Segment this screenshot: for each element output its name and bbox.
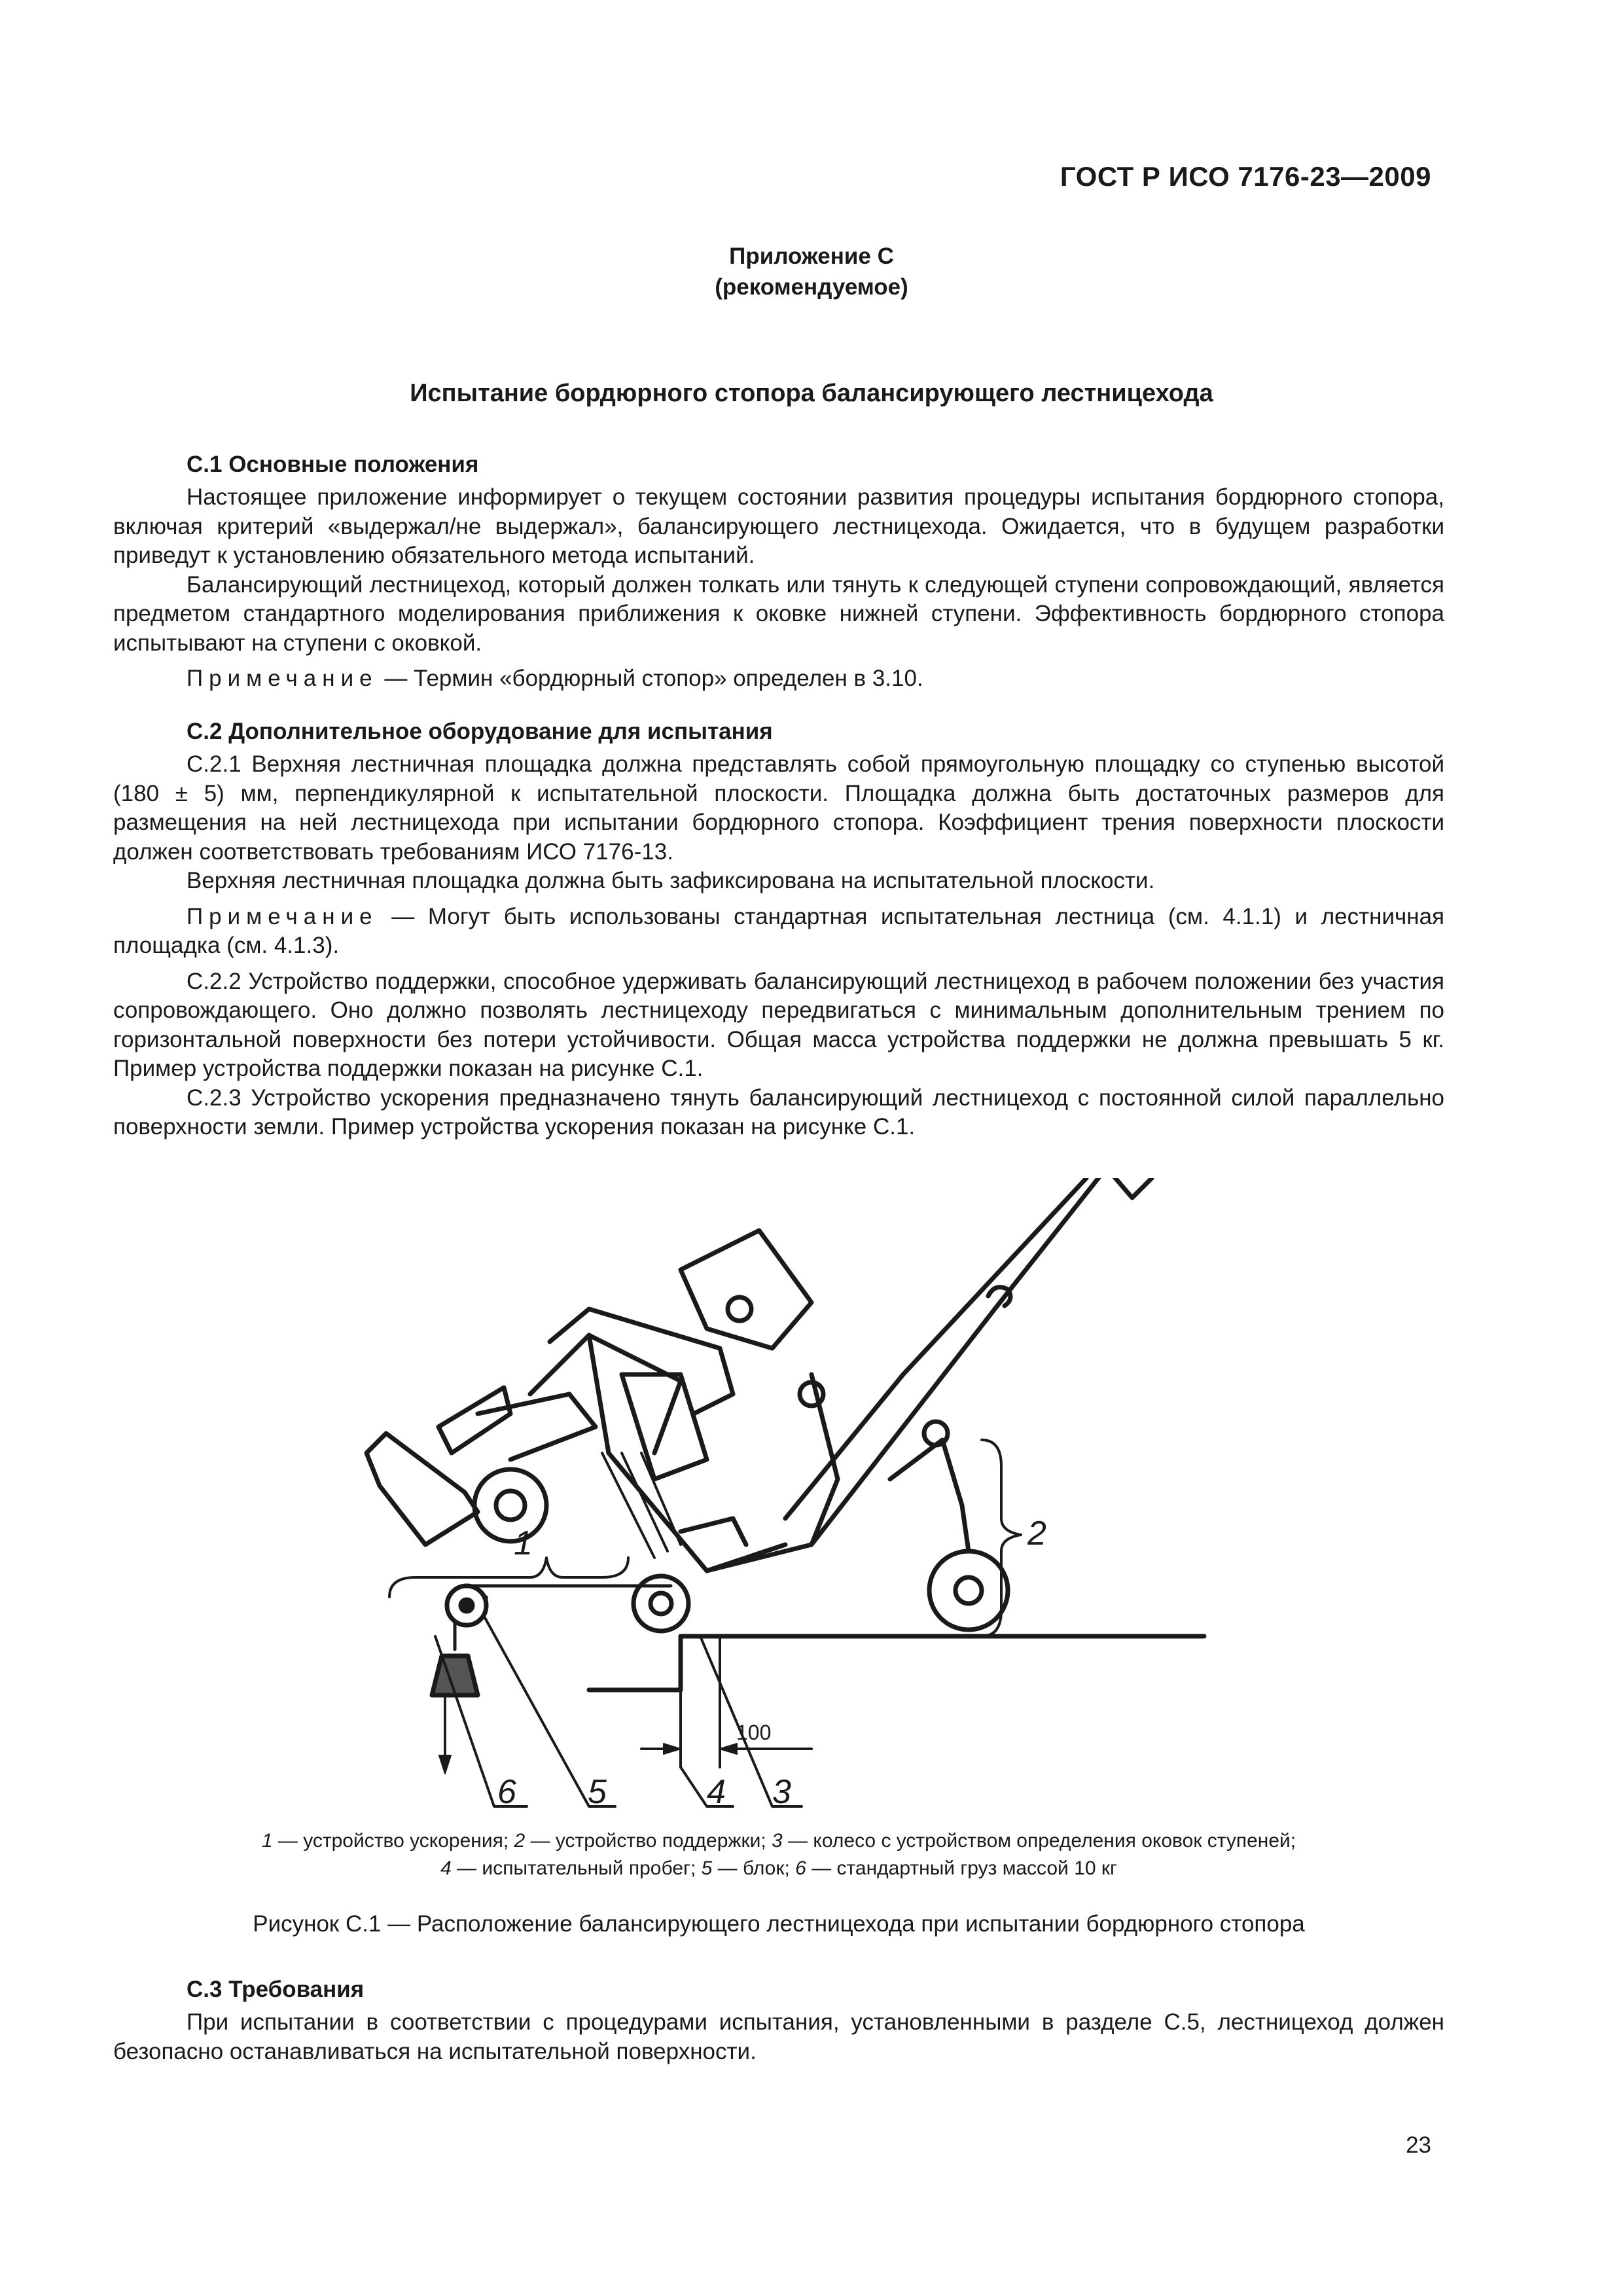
- paragraph: С.2.3 Устройство ускорения предназначено тянуть балансирующий лестницеход с постоянной силой параллельно поверхности земли. Пример устройства ускорения показан на рисунке С.1.: [113, 1085, 1444, 1139]
- legend-line: [113, 1855, 1444, 1882]
- section-c1: [113, 452, 1444, 694]
- legend-key: 5: [701, 1857, 713, 1879]
- note-label: Примечание: [187, 903, 378, 929]
- page-number: 23: [1406, 2132, 1431, 2158]
- section-c3: [113, 1977, 1444, 2066]
- figure-label-3: 3: [772, 1773, 791, 1811]
- figure-label-2: 2: [1027, 1515, 1046, 1552]
- figure-caption: Рисунок С.1 — Расположение балансирующего лестницехода при испытании бордюрного стопора: [253, 1911, 1305, 1937]
- brace-accelerator: [389, 1558, 628, 1597]
- annex-name: Приложение С: [729, 243, 894, 269]
- dimension-value: 100: [736, 1721, 772, 1744]
- legend-line: [113, 1827, 1444, 1855]
- figure-c1: [314, 1178, 1230, 1820]
- paragraph: Верхняя лестничная площадка должна быть зафиксирована на испытательной плоскости.: [187, 868, 1155, 893]
- note: [113, 664, 1444, 694]
- footrest: [366, 1433, 478, 1545]
- brace-support: [982, 1440, 1021, 1636]
- annex-title: Испытание бордюрного стопора балансирующего лестницехода: [410, 380, 1213, 407]
- section-c1-heading: С.1 Основные положения: [187, 452, 479, 477]
- legend-key: 3: [772, 1830, 783, 1852]
- note: [113, 903, 1444, 961]
- paragraph: С.2.2 Устройство поддержки, способное удерживать балансирующий лестницеход в рабочем положении без участия сопровождающего. Оно должно позволять лестницеходу передвигаться с минимальным дополнительным трением по горизонтальной поверхности без потери устойчивости. Общая масса устройства поддержки не должна превышать 5 кг. Пример устройства поддержки показан на рисунке С.1.: [113, 968, 1444, 1081]
- figure-legend: [113, 1827, 1444, 1882]
- figure-label-6: 6: [497, 1773, 516, 1811]
- paragraph: С.2.1 Верхняя лестничная площадка должна представлять собой прямоугольную площадку со ступенью высотой (180 ± 5) мм, перпендикулярной к испытательной плоскости. Площадка должна быть достаточных размеров для размещения на ней лестницехода при испытании бордюрного стопора. Коэффициент трения поверхности плоскости должен соответствовать требованиям ИСО 7176-13.: [113, 751, 1444, 865]
- note-label: Примечание: [187, 666, 378, 691]
- section-c2: [113, 719, 1444, 1142]
- dimension-arrows: [664, 1744, 737, 1754]
- legend-text: — испытательный пробег;: [451, 1857, 702, 1879]
- paragraph: При испытании в соответствии с процедурами испытания, установленными в разделе С.5, лестницеход должен безопасно останавливаться на испытательной поверхности.: [113, 2009, 1444, 2064]
- legend-text: — блок;: [712, 1857, 796, 1879]
- legend-text: — стандартный груз массой 10 кг: [806, 1857, 1117, 1879]
- legend-key: 1: [261, 1830, 273, 1852]
- pulley-axle: [461, 1600, 473, 1611]
- figure-label-1: 1: [514, 1524, 533, 1562]
- section-c2-heading: С.2 Дополнительное оборудование для испытания: [187, 719, 773, 744]
- stair-climber-drawing: [366, 1178, 1152, 1631]
- legend-text: — устройство ускорения;: [272, 1830, 514, 1852]
- legend-key: 4: [440, 1857, 452, 1879]
- note-text: — Термин «бордюрный стопор» определен в 3.10.: [384, 666, 923, 691]
- annex-heading: [0, 241, 1623, 302]
- figure-label-4: 4: [707, 1773, 726, 1811]
- legend-text: — устройство поддержки;: [525, 1830, 772, 1852]
- paragraph: Балансирующий лестницеход, который должен толкать или тянуть к следующей ступени сопровождающий, является предметом стандартного моделирования приближения к оковке нижней ступени. Эффективность бордюрного стопора испытывают на ступени с оковкой.: [113, 571, 1444, 656]
- step-profile: [589, 1636, 681, 1690]
- paragraph: Настоящее приложение информирует о текущем состоянии развития процедуры испытания бордюрного стопора, включая критерий «выдержал/не выдержал», балансирующего лестницехода. Ожидается, что в будущем разработки приведут к установлению обязательного метода испытаний.: [113, 484, 1444, 568]
- backrest: [681, 1230, 812, 1348]
- note-text: — Могут быть использованы стандартная испытательная лестница (см. 4.1.1) и лестничная площадка (см. 4.1.3).: [113, 903, 1444, 958]
- document-id: ГОСТ Р ИСО 7176-23—2009: [1060, 161, 1431, 192]
- annex-status: (рекомендуемое): [715, 274, 908, 300]
- figure-label-5: 5: [588, 1773, 607, 1811]
- legend-key: 6: [795, 1857, 806, 1879]
- legend-key: 2: [514, 1830, 526, 1852]
- legend-text: — колесо с устройством определения оковок ступеней;: [782, 1830, 1296, 1852]
- section-c3-heading: С.3 Требования: [187, 1977, 365, 2002]
